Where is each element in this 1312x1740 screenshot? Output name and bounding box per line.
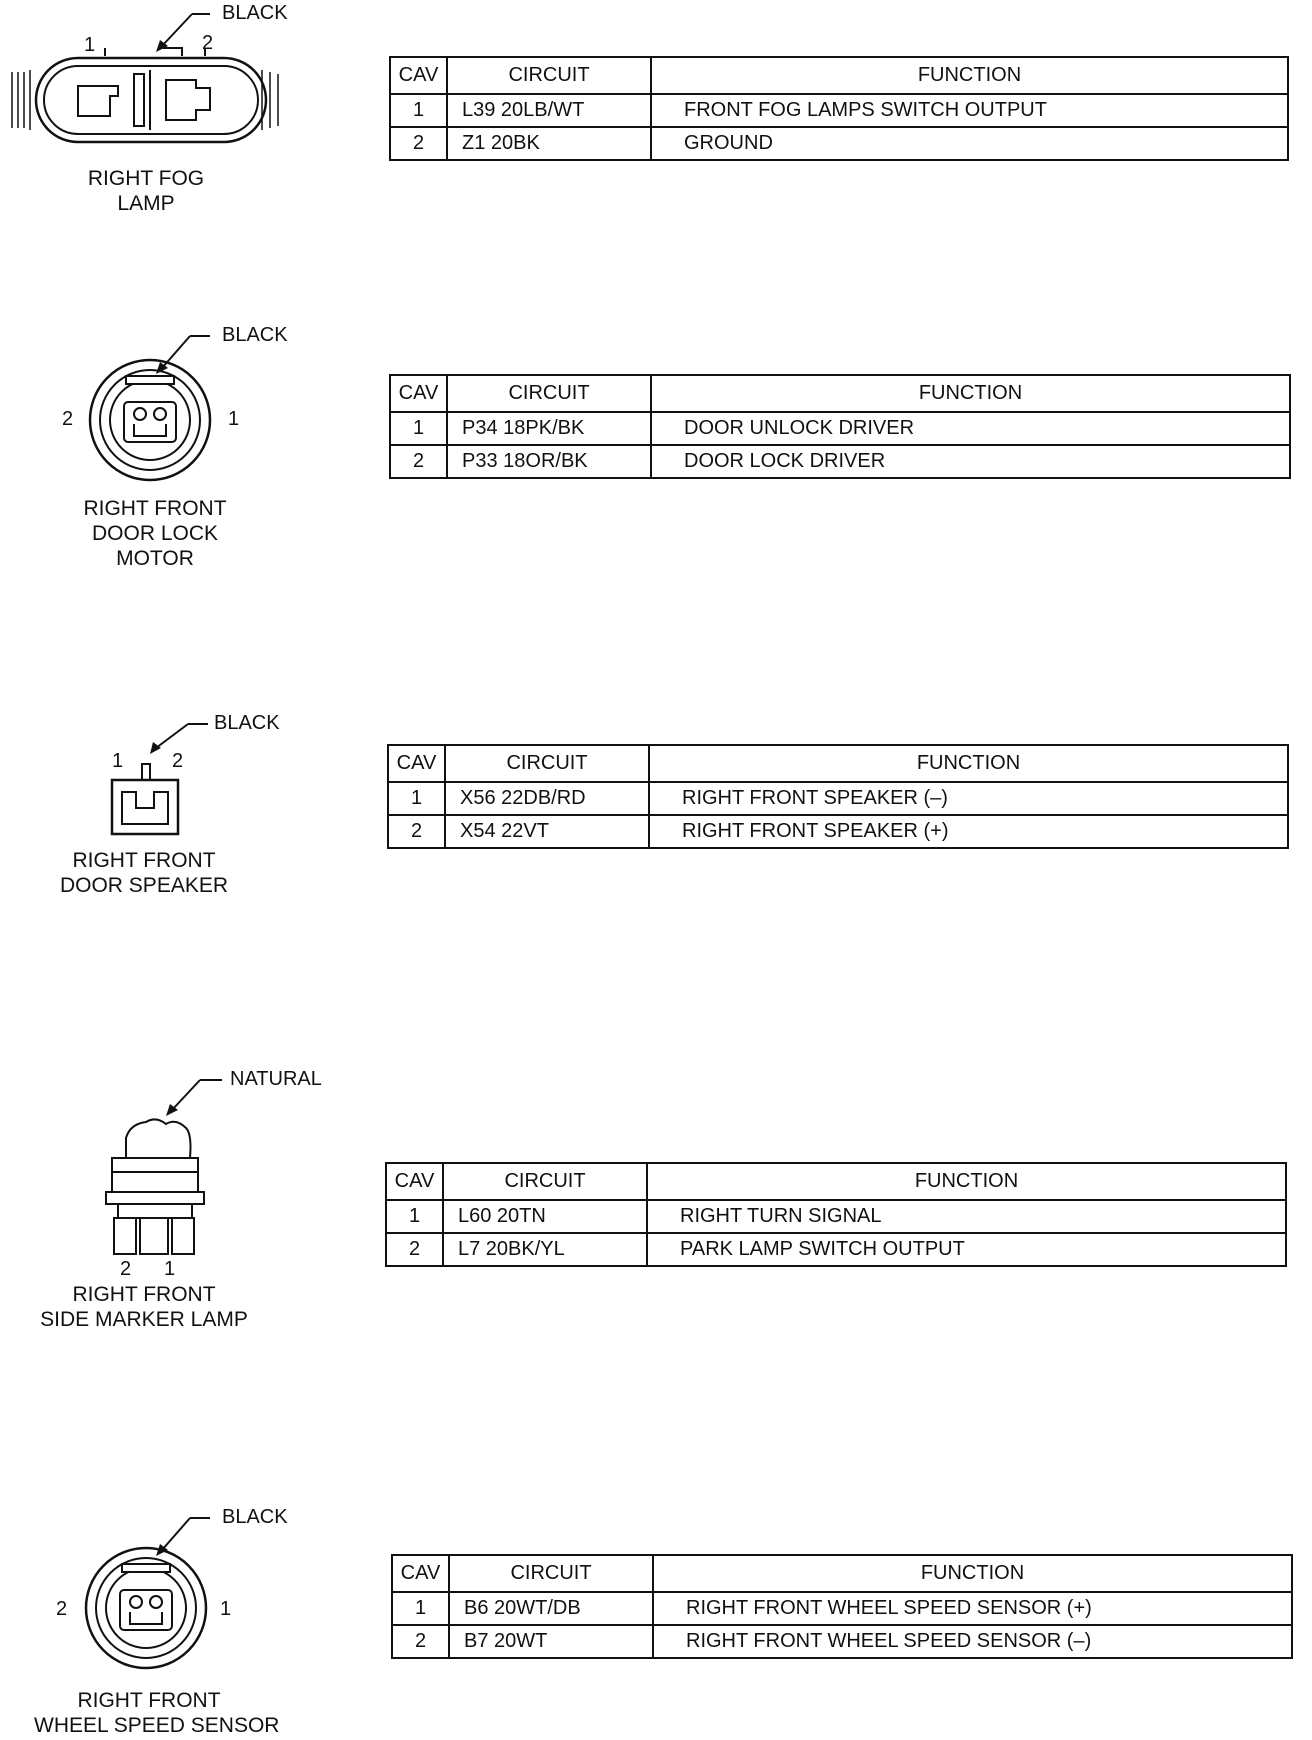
header-cav: CAV [390,375,447,412]
header-function: FUNCTION [651,375,1290,412]
cell-circuit: X54 22VT [445,815,649,848]
table-row [390,412,1290,445]
connector-color-label: BLACK [222,2,288,24]
header-circuit: CIRCUIT [447,375,651,412]
connector-color-label: NATURAL [230,1068,322,1090]
table-row [392,1592,1292,1625]
pin-label-1: 1 [228,408,240,430]
table-header-row [390,57,1288,94]
header-cav: CAV [386,1163,443,1200]
pin-label-1: 1 [164,1258,176,1280]
cell-circuit: L39 20LB/WT [447,94,651,127]
cell-function: RIGHT FRONT SPEAKER (+) [649,815,1288,848]
cell-cav: 2 [390,127,447,160]
cell-cav: 1 [390,94,447,127]
connector-color-label: BLACK [222,324,288,346]
cell-circuit: X56 22DB/RD [445,782,649,815]
header-function: FUNCTION [653,1555,1292,1592]
cell-function: RIGHT FRONT WHEEL SPEED SENSOR (–) [653,1625,1292,1658]
cell-circuit: B6 20WT/DB [449,1592,653,1625]
cell-cav: 1 [388,782,445,815]
cell-function: DOOR UNLOCK DRIVER [651,412,1290,445]
cell-function: DOOR LOCK DRIVER [651,445,1290,478]
header-cav: CAV [392,1555,449,1592]
table-row [390,94,1288,127]
header-cav: CAV [388,745,445,782]
cell-function: PARK LAMP SWITCH OUTPUT [647,1233,1286,1266]
header-circuit: CIRCUIT [445,745,649,782]
header-circuit: CIRCUIT [447,57,651,94]
cell-circuit: B7 20WT [449,1625,653,1658]
cell-cav: 2 [390,445,447,478]
header-cav: CAV [390,57,447,94]
pin-label-1: 1 [84,34,96,56]
pinout-table [385,1162,1287,1267]
pin-label-2: 2 [120,1258,132,1280]
cell-function: RIGHT FRONT WHEEL SPEED SENSOR (+) [653,1592,1292,1625]
pin-label-2: 2 [56,1598,68,1620]
pin-label-1: 1 [220,1598,232,1620]
cell-cav: 1 [390,412,447,445]
connector-name: RIGHT FRONT SIDE MARKER LAMP [40,1283,248,1331]
header-function: FUNCTION [649,745,1288,782]
table-header-row [386,1163,1286,1200]
table-row [388,815,1288,848]
cell-function: RIGHT TURN SIGNAL [647,1200,1286,1233]
table-row [386,1200,1286,1233]
pinout-table [389,56,1289,161]
header-circuit: CIRCUIT [449,1555,653,1592]
pin-label-2: 2 [62,408,74,430]
side-marker-connector-diagram [0,1062,360,1352]
cell-circuit: L7 20BK/YL [443,1233,647,1266]
table-row [390,127,1288,160]
connector-name: RIGHT FRONT WHEEL SPEED SENSOR [34,1689,280,1737]
pin-label-2: 2 [172,750,184,772]
table-row [386,1233,1286,1266]
table-row [392,1625,1292,1658]
header-function: FUNCTION [651,57,1288,94]
door-lock-connector-diagram [0,320,340,580]
pinout-table [387,744,1289,849]
table-header-row [388,745,1288,782]
pin-label-1: 1 [112,750,124,772]
fog-lamp-connector-diagram [0,0,340,220]
connector-name: RIGHT FOG LAMP [87,167,205,215]
cell-function: FRONT FOG LAMPS SWITCH OUTPUT [651,94,1288,127]
cell-cav: 1 [386,1200,443,1233]
cell-circuit: Z1 20BK [447,127,651,160]
cell-cav: 2 [386,1233,443,1266]
cell-function: GROUND [651,127,1288,160]
cell-circuit: L60 20TN [443,1200,647,1233]
connector-name: RIGHT FRONT DOOR LOCK MOTOR [83,497,227,570]
table-row [388,782,1288,815]
door-speaker-connector-diagram [0,708,340,908]
connector-color-label: BLACK [214,712,280,734]
cell-cav: 2 [388,815,445,848]
cell-circuit: P33 18OR/BK [447,445,651,478]
pin-label-2: 2 [202,32,214,54]
cell-cav: 2 [392,1625,449,1658]
connector-name: RIGHT FRONT DOOR SPEAKER [59,849,229,897]
header-circuit: CIRCUIT [443,1163,647,1200]
wheel-speed-connector-diagram [0,1500,340,1740]
cell-circuit: P34 18PK/BK [447,412,651,445]
pinout-table [391,1554,1293,1659]
connector-color-label: BLACK [222,1506,288,1528]
cell-cav: 1 [392,1592,449,1625]
header-function: FUNCTION [647,1163,1286,1200]
table-row [390,445,1290,478]
table-header-row [390,375,1290,412]
table-header-row [392,1555,1292,1592]
cell-function: RIGHT FRONT SPEAKER (–) [649,782,1288,815]
pinout-table [389,374,1291,479]
